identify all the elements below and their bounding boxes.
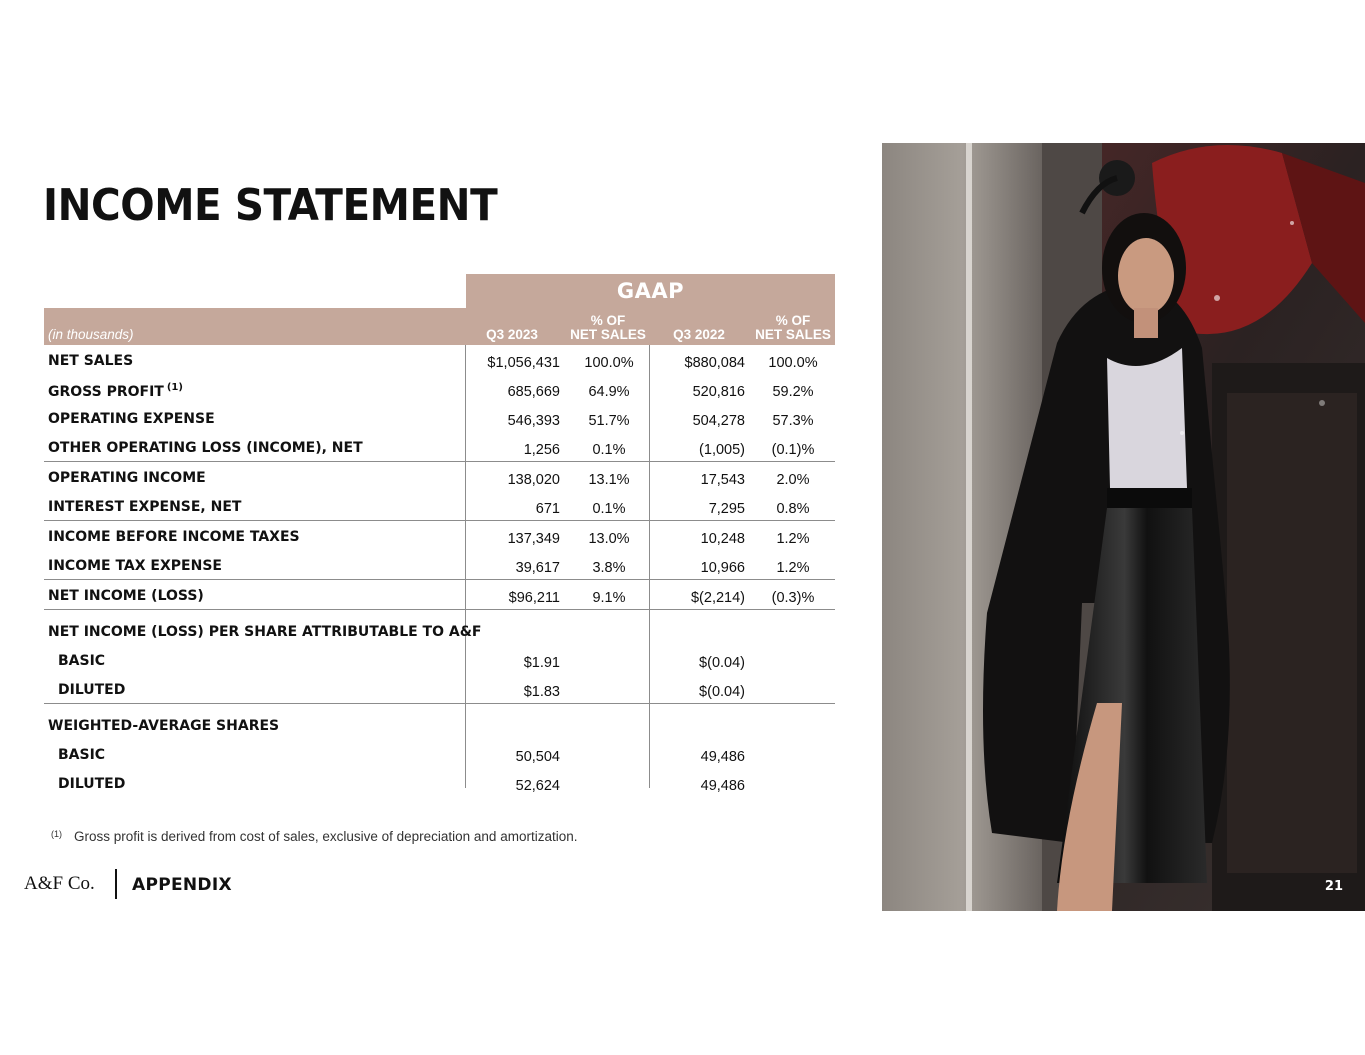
cell-pct-2023: 64.9% [588, 384, 630, 400]
cell-pct-2022: (0.3)% [771, 590, 815, 606]
row-label: WEIGHTED-AVERAGE SHARES [48, 718, 280, 734]
table-row-section-header [44, 616, 835, 645]
cell-q3-2022: (1,005) [699, 442, 745, 458]
table-row [44, 403, 835, 432]
cell-pct-2022: 57.3% [772, 413, 814, 429]
cell-q3-2022: 504,278 [692, 413, 745, 429]
cell-q3-2023: $96,211 [508, 590, 560, 606]
table-row [44, 550, 835, 580]
row-label-text: GROSS PROFIT [48, 384, 164, 400]
row-label: DILUTED [58, 776, 126, 792]
column-header-row [44, 308, 835, 345]
cell-q3-2022: $(0.04) [699, 684, 745, 700]
table-row [44, 374, 835, 403]
brand-logo: A&F Co. [24, 873, 95, 894]
table-row [44, 674, 835, 704]
cell-q3-2023: $1.83 [523, 684, 560, 700]
table-row [44, 580, 835, 610]
col-header-pct-2022: % OF NET SALES [755, 313, 831, 342]
cell-q3-2023: 50,504 [515, 749, 560, 765]
cell-q3-2022: 49,486 [700, 749, 745, 765]
cell-q3-2023: $1,056,431 [487, 355, 560, 371]
table-row [44, 768, 835, 797]
table-row [44, 739, 835, 768]
row-label: NET INCOME (LOSS) [48, 588, 204, 604]
table-row [44, 432, 835, 462]
model-photo-illustration [882, 143, 1365, 911]
cell-q3-2022: 520,816 [692, 384, 745, 400]
model-photo [882, 143, 1365, 911]
row-label: OTHER OPERATING LOSS (INCOME), NET [48, 440, 363, 456]
cell-pct-2023: 0.1% [592, 442, 626, 458]
cell-q3-2022: 7,295 [708, 501, 745, 517]
row-label: DILUTED [58, 682, 126, 698]
cell-q3-2022: 17,543 [700, 472, 745, 488]
cell-q3-2022: 10,966 [700, 560, 745, 576]
row-label: INCOME TAX EXPENSE [48, 558, 222, 574]
table-row [44, 345, 835, 374]
col-header-q3-2022: Q3 2022 [673, 327, 725, 342]
cell-q3-2023: 685,669 [507, 384, 560, 400]
row-label: INCOME BEFORE INCOME TAXES [48, 529, 300, 545]
footnote-text: Gross profit is derived from cost of sales, exclusive of depreciation and amortization. [74, 829, 578, 844]
cell-q3-2023: 39,617 [515, 560, 560, 576]
footer-divider [115, 869, 117, 899]
section-label: APPENDIX [132, 875, 232, 895]
cell-pct-2022: 0.8% [776, 501, 810, 517]
cell-q3-2023: 138,020 [507, 472, 560, 488]
page-number: 21 [1324, 879, 1343, 894]
cell-q3-2023: 1,256 [523, 442, 560, 458]
units-label: (in thousands) [48, 327, 134, 342]
cell-pct-2022: 100.0% [768, 355, 818, 371]
row-label [48, 382, 183, 400]
row-label: OPERATING INCOME [48, 470, 206, 486]
cell-q3-2023: 137,349 [507, 531, 560, 547]
cell-pct-2023: 3.8% [592, 560, 626, 576]
cell-pct-2022: 1.2% [776, 531, 810, 547]
cell-pct-2023: 13.1% [588, 472, 630, 488]
cell-pct-2022: 59.2% [772, 384, 814, 400]
cell-q3-2022: $(0.04) [699, 655, 745, 671]
cell-pct-2023: 51.7% [588, 413, 630, 429]
cell-pct-2023: 0.1% [592, 501, 626, 517]
table-row [44, 521, 835, 550]
row-label: INTEREST EXPENSE, NET [48, 499, 242, 515]
cell-q3-2022: 49,486 [700, 778, 745, 794]
cell-q3-2023: 671 [535, 501, 560, 517]
table-row-section-header [44, 710, 835, 739]
footnote-marker: (1) [166, 382, 183, 393]
footnote [51, 829, 577, 844]
cell-q3-2023: $1.91 [523, 655, 560, 671]
row-label: OPERATING EXPENSE [48, 411, 215, 427]
cell-q3-2022: $(2,214) [690, 590, 745, 606]
col-header-pct-2023: % OF NET SALES [570, 313, 646, 342]
row-label: NET SALES [48, 353, 134, 369]
table-row [44, 645, 835, 674]
cell-q3-2022: $880,084 [684, 355, 745, 371]
table-body [44, 345, 835, 797]
page-title: INCOME STATEMENT [43, 180, 498, 231]
cell-pct-2022: 2.0% [776, 472, 810, 488]
cell-q3-2023: 52,624 [515, 778, 560, 794]
cell-pct-2022: (0.1)% [771, 442, 815, 458]
table-row [44, 491, 835, 521]
gaap-band-header: GAAP [466, 274, 835, 308]
cell-pct-2023: 13.0% [588, 531, 630, 547]
cell-pct-2022: 1.2% [776, 560, 810, 576]
cell-q3-2022: 10,248 [700, 531, 745, 547]
row-label: NET INCOME (LOSS) PER SHARE ATTRIBUTABLE TO A&F [48, 624, 482, 640]
table-row [44, 462, 835, 491]
row-label: BASIC [58, 747, 106, 763]
cell-pct-2023: 100.0% [584, 355, 634, 371]
cell-q3-2023: 546,393 [507, 413, 560, 429]
cell-pct-2023: 9.1% [592, 590, 626, 606]
row-label: BASIC [58, 653, 106, 669]
col-header-q3-2023: Q3 2023 [486, 327, 538, 342]
footnote-marker: (1) [51, 829, 62, 839]
